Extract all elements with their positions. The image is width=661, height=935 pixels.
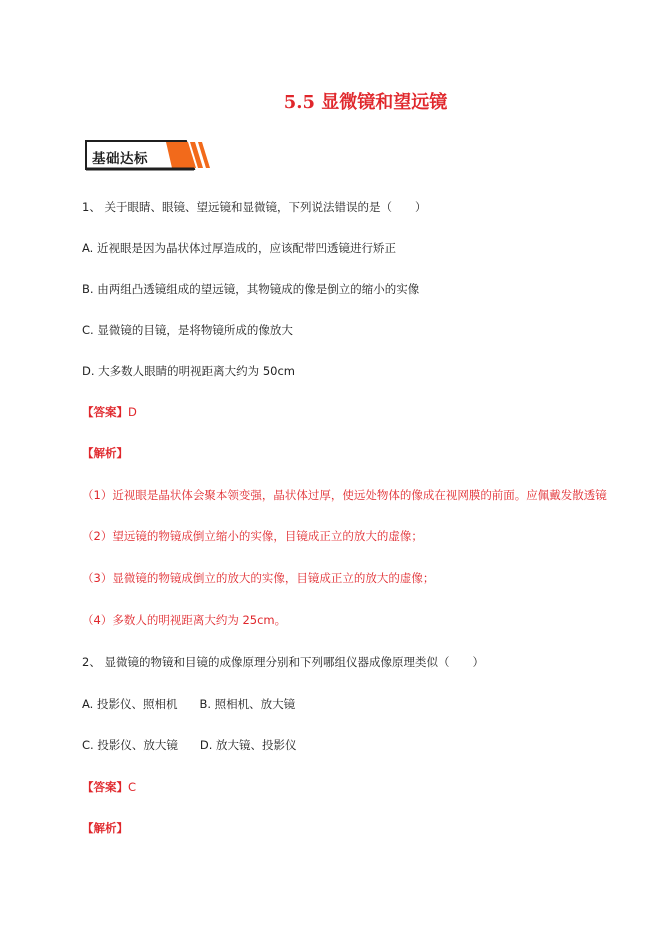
q2-option-c: C. 投影仪、放大镜 bbox=[82, 738, 178, 752]
section-badge-label: 基础达标 bbox=[92, 151, 148, 167]
q2-option-b: B. 照相机、放大镜 bbox=[199, 697, 296, 711]
answer-value: D bbox=[128, 405, 137, 419]
q1-analysis-line-3: （3）显微镜的物镜成倒立的放大的实像，目镜成正立的放大的虚像； bbox=[82, 571, 435, 585]
q1-analysis-line-4: （4）多数人的明视距离大约为 25cm。 bbox=[82, 613, 287, 627]
q2-answer bbox=[82, 779, 136, 795]
q1-option-d: D. 大多数人眼睛的明视距离大约为 50cm bbox=[82, 364, 295, 378]
analysis-label: 【解析】 bbox=[82, 821, 128, 835]
q2-analysis-label bbox=[82, 820, 128, 836]
analysis-label: 【解析】 bbox=[82, 446, 128, 460]
answer-label: 【答案】 bbox=[82, 405, 128, 419]
q1-option-a: A. 近视眼是因为晶状体过厚造成的，应该配带凹透镜进行矫正 bbox=[82, 241, 396, 255]
page-title: 5.5 显微镜和望远镜 bbox=[283, 92, 448, 113]
q1-analysis-label bbox=[82, 445, 128, 461]
answer-value: C bbox=[128, 780, 137, 794]
q1-answer bbox=[82, 404, 137, 420]
q2-stem: 2、 显微镜的物镜和目镜的成像原理分别和下列哪组仪器成像原理类似（ ） bbox=[82, 655, 484, 669]
section-badge bbox=[82, 139, 214, 171]
q1-stem: 1、 关于眼睛、眼镜、望远镜和显微镜，下列说法错误的是（ ） bbox=[82, 200, 427, 214]
q1-option-c: C. 显微镜的目镜，是将物镜所成的像放大 bbox=[82, 323, 293, 337]
q2-options-row-1 bbox=[82, 696, 295, 712]
q1-analysis-line-2: （2）望远镜的物镜成倒立缩小的实像，目镜成正立的放大的虚像； bbox=[82, 529, 423, 543]
q2-option-a: A. 投影仪、照相机 bbox=[82, 697, 178, 711]
answer-label: 【答案】 bbox=[82, 780, 128, 794]
q2-options-row-2 bbox=[82, 737, 297, 753]
q1-analysis-line-1: （1）近视眼是晶状体会聚本领变强，晶状体过厚，使远处物体的像成在视网膜的前面。应佩戴发散透镜 bbox=[82, 488, 607, 502]
q1-option-b: B. 由两组凸透镜组成的望远镜，其物镜成的像是倒立的缩小的实像 bbox=[82, 282, 420, 296]
q2-option-d: D. 放大镜、投影仪 bbox=[199, 738, 297, 752]
